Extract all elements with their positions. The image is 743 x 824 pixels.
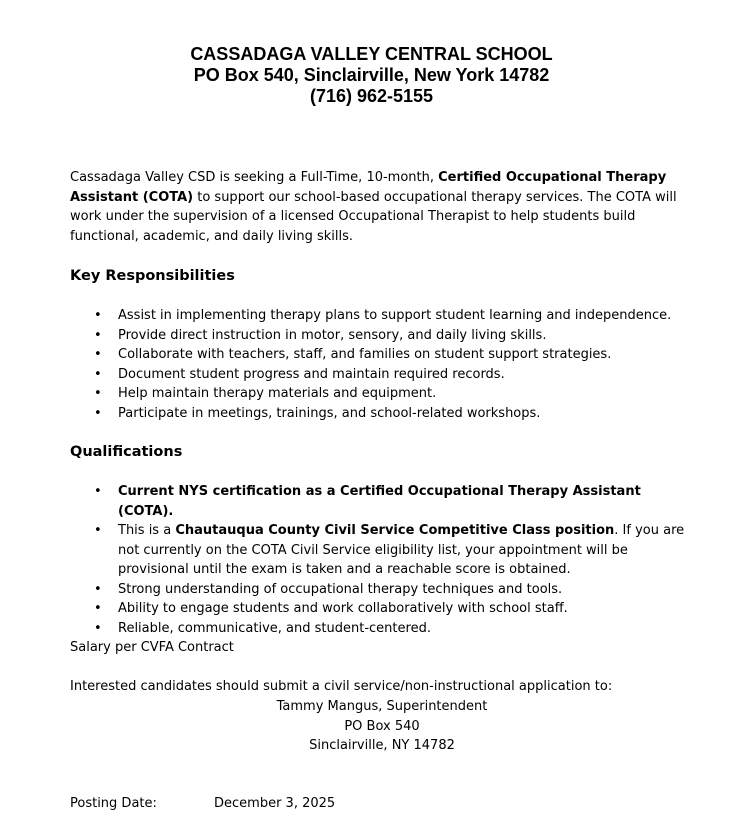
- list-item-text: Strong understanding of occupational therapy techniques and tools.: [118, 581, 563, 597]
- certification-requirement: Current NYS certification as a Certified Occupational Therapy Assistant (COTA).: [118, 484, 641, 519]
- recipient-city: Sinclairville, NY 14782: [309, 738, 455, 753]
- list-item: [70, 404, 690, 424]
- list-item-text: Participate in meetings, trainings, and school-related workshops.: [118, 405, 541, 421]
- list-item: [70, 521, 690, 580]
- list-item-text: Assist in implementing therapy plans to support student learning and independence.: [118, 308, 672, 323]
- civil-service-text-2: . If you are not currently on the COTA Civil Service eligibility list, your appointment will be provisional until the exam is taken and a reachable score is obtained.: [118, 523, 685, 577]
- list-item: [70, 365, 690, 385]
- intro-text-2: to support our school-based occupational therapy services. The COTA will work under the supervision of a licensed Occupational Therapist to help students build functional, academic, and daily living skills.: [70, 189, 677, 244]
- mailing-address: [0, 697, 743, 756]
- list-item: [70, 345, 690, 365]
- school-name: CASSADAGA VALLEY CENTRAL SCHOOL: [190, 44, 553, 64]
- bullet-icon: •: [94, 523, 102, 538]
- posting-date-line: [70, 794, 335, 814]
- list-item-text: Ability to engage students and work collaboratively with school staff.: [118, 601, 568, 616]
- posting-date-label: Posting Date:: [70, 796, 157, 811]
- posting-date-value: December 3, 2025: [214, 796, 336, 811]
- list-item: [70, 326, 690, 346]
- list-item-text: Provide direct instruction in motor, sensory, and daily living skills.: [118, 327, 547, 343]
- list-item-text: Document student progress and maintain required records.: [118, 366, 505, 382]
- bullet-icon: •: [94, 366, 102, 382]
- list-item: [70, 306, 690, 326]
- list-item: [70, 482, 690, 521]
- bullet-icon: •: [94, 347, 102, 362]
- bullet-icon: •: [94, 386, 102, 401]
- intro-text-1: Cassadaga Valley CSD is seeking a Full-Time, 10-month,: [70, 170, 439, 185]
- civil-service-text-1: This is a: [118, 523, 176, 538]
- letterhead: [0, 44, 743, 107]
- recipient-po-box: PO Box 540: [344, 718, 420, 734]
- responsibilities-heading: Key Responsibilities: [70, 268, 235, 284]
- list-item-text: Collaborate with teachers, staff, and families on student support strategies.: [118, 347, 612, 362]
- intro-paragraph: [70, 168, 690, 246]
- list-item: [70, 599, 690, 619]
- list-item-text: Reliable, communicative, and student-centered.: [118, 620, 431, 636]
- salary-note: Salary per CVFA Contract: [70, 640, 234, 655]
- responsibilities-list: [70, 306, 690, 423]
- bullet-icon: •: [94, 405, 102, 421]
- bullet-icon: •: [94, 601, 102, 616]
- bullet-icon: •: [94, 308, 102, 323]
- list-item: [70, 384, 690, 404]
- school-address: PO Box 540, Sinclairville, New York 14782: [193, 65, 550, 85]
- recipient-name: Tammy Mangus, Superintendent: [276, 699, 488, 714]
- intro-position-title: Certified Occupational Therapy Assistant (COTA): [70, 170, 667, 205]
- application-instructions: Interested candidates should submit a civil service/non-instructional application to:: [70, 679, 613, 694]
- bullet-icon: •: [94, 327, 102, 343]
- civil-service-class: Chautauqua County Civil Service Competitive Class position: [175, 523, 615, 538]
- list-item-text: Help maintain therapy materials and equipment.: [118, 386, 437, 401]
- bullet-icon: •: [94, 620, 102, 636]
- qualifications-heading: Qualifications: [70, 444, 183, 460]
- list-item: [70, 580, 690, 600]
- school-phone: (716) 962-5155: [309, 86, 434, 106]
- bullet-icon: •: [94, 581, 102, 597]
- qualifications-list: [70, 482, 690, 638]
- bullet-icon: •: [94, 484, 102, 499]
- list-item: [70, 619, 690, 639]
